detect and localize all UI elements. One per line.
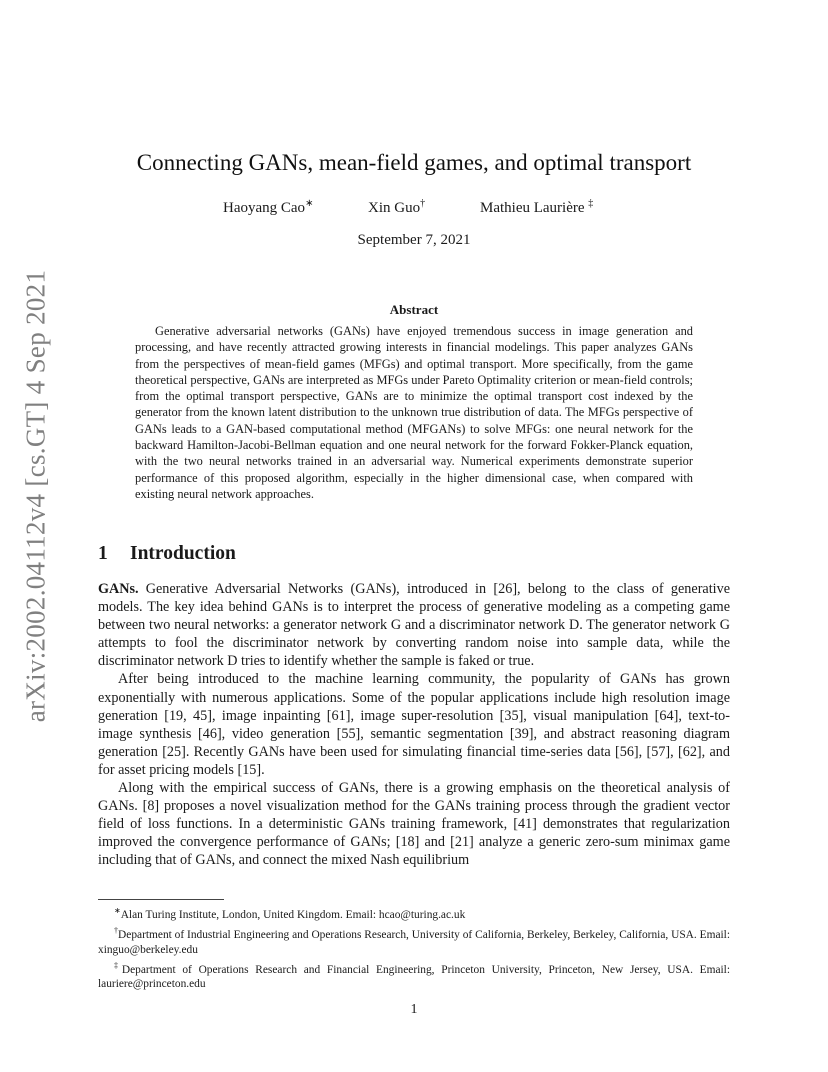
footnote-text: Department of Operations Research and Financial Engineering, Princeton University, Princeton, New Jersey, USA. Email: lauriere@princeton.edu [98,963,730,991]
author-affiliation-mark: ∗ [305,198,314,209]
author-cao [223,198,313,217]
author-affiliation-mark: † [420,198,426,209]
section-title: Introduction [130,543,236,564]
paper-title: Connecting GANs, mean-field games, and optimal transport [136,150,692,175]
footnotes [98,903,730,992]
paragraph-gans [98,580,730,670]
footnote-mark: ‡ [114,960,122,970]
page-number: 1 [410,1002,418,1017]
section-heading [98,543,236,565]
footnote-guo [98,923,730,958]
section-number: 1 [98,543,108,564]
footnote-mark: † [114,925,119,935]
author-name: Xin Guo [368,200,421,216]
footnote-text: Alan Turing Institute, London, United Kingdom. Email: hcao@turing.ac.uk [120,908,466,921]
run-in-heading: GANs. [98,581,139,597]
footnote-divider [98,899,224,900]
footnote-lauriere [98,958,730,993]
footnote-cao [98,903,730,923]
author-guo [368,198,425,217]
footnote-mark: ∗ [114,906,121,915]
paragraph-theory: Along with the empirical success of GANs, there is a growing emphasis on the theoretical analysis of GANs. [8] proposes a novel visualization method for the GANs training process through the gradient vector field of loss functions. In a deterministic GANs training framework, [41] demonstrates that regularization improved the convergence performance of GANs; [18] and [21] analyze a generic zero-sum minimax game including that of GANs, and connect the mixed Nash equilibrium [98,780,730,869]
paragraph-applications: After being introduced to the machine learning community, the popularity of GANs has grown exponentially with numerous applications. Some of the popular applications include high resolution image generation [19, 45], image inpainting [61], image super-resolution [35], visual manipulation [64], text-to-image synthesis [46], video generation [55], semantic segmentation [39], and abstract reasoning diagram generation [25]. Recently GANs have been used for simulating financial time-series data [56], [57], [62], and for asset pricing models [15]. [98,671,730,778]
abstract-text: Generative adversarial networks (GANs) have enjoyed tremendous success in image generation and processing, and have recently attracted growing interests in financial modelings. This paper analyzes GANs from the perspectives of mean-field games (MFGs) and optimal transport. More specifically, from the game theoretical perspective, GANs are interpreted as MFGs under Pareto Optimality criterion or mean-field controls; from the optimal transport perspective, GANs are to minimize the optimal transport cost indexed by the generator from the known latent distribution to the unknown true distribution of data. The MFGs perspective of GANs leads to a GAN-based computational method (MFGANs) to solve MFGs: one neural network for the backward Hamilton-Jacobi-Bellman equation and one neural network for the forward Fokker-Planck equation, with the two neural networks trained in an adversarial way. Numerical experiments demonstrate superior performance of this proposed algorithm, especially in the higher dimensional case, when compared with existing neural network approaches. [135,324,693,501]
author-affiliation-mark: ‡ [588,198,594,209]
paper-date: September 7, 2021 [357,232,471,248]
author-name: Haoyang Cao [223,200,306,216]
body-text [98,580,730,870]
arxiv-identifier-text: arXiv:2002.04112v4 [cs.GT] 4 Sep 2021 [20,269,51,723]
abstract-heading: Abstract [389,302,439,317]
author-name: Mathieu Laurière [480,200,585,216]
author-lauriere [480,198,593,217]
paragraph-text: Generative Adversarial Networks (GANs), introduced in [26], belong to the class of generative models. The key idea behind GANs is to interpret the process of generative modeling as a competing game between two neural networks: a generator network G and a discriminator network D. The generator network G attempts to fool the discriminator network by converting random noise into sample data, while the discriminator network D tries to identify whether the sample is faked or true. [98,581,730,670]
footnote-text: Department of Industrial Engineering and Operations Research, University of California, Berkeley, Berkeley, California, USA. Email: xinguo@berkeley.edu [98,928,730,956]
